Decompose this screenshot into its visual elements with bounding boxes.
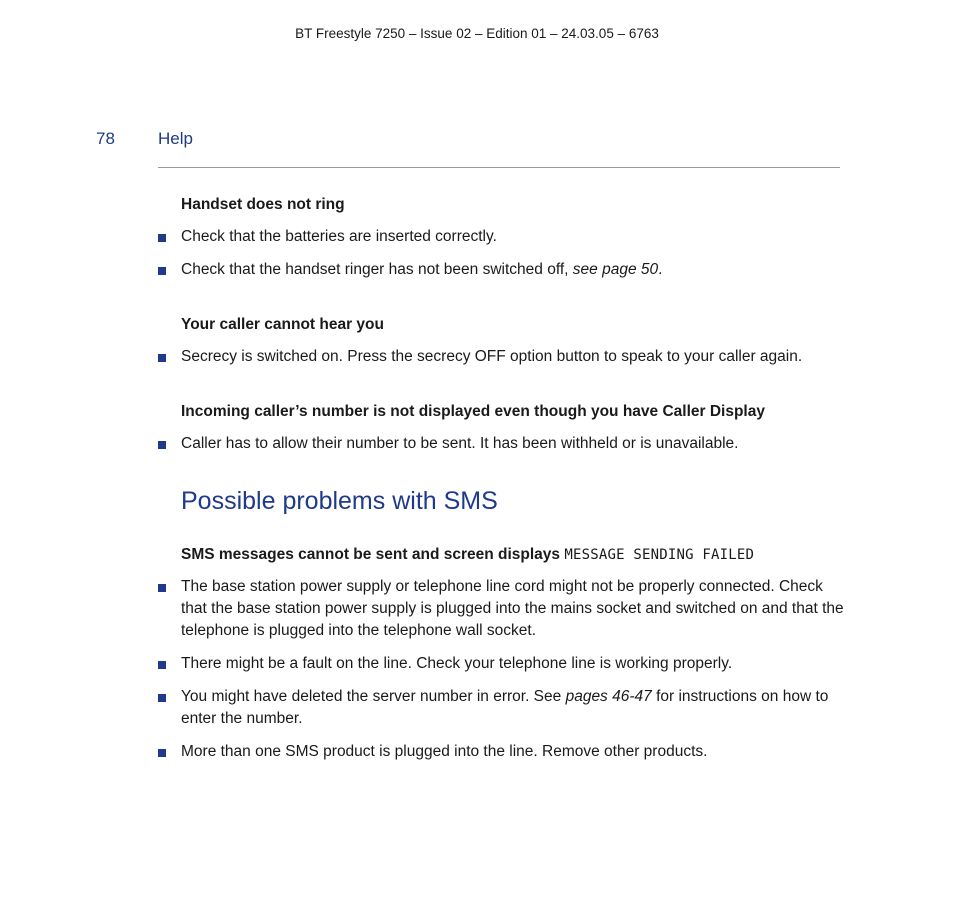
subheading: Handset does not ring <box>181 196 345 213</box>
subheading: Incoming caller’s number is not displayed even though you have Caller Display <box>181 403 765 420</box>
subheading <box>181 544 848 566</box>
list-item-text: You might have deleted the server number in error. See <box>181 688 566 705</box>
bullet-list <box>158 433 848 455</box>
list-item-text: There might be a fault on the line. Check your telephone line is working properly. <box>181 655 733 672</box>
square-bullet-icon <box>158 267 166 275</box>
troubleshoot-group-caller-hear <box>158 314 848 368</box>
list-item-text: The base station power supply or telephone line cord might not be properly connected. Check that the base station power supply is plugged into the mains socket and switched on and that the telephone is plugged into the telephone wall socket. <box>181 578 844 639</box>
page-reference: see page 50 <box>572 261 659 278</box>
list-item <box>158 686 848 730</box>
square-bullet-icon <box>158 661 166 669</box>
list-item-text: Caller has to allow their number to be sent. It has been withheld or is unavailable. <box>181 435 739 452</box>
list-item <box>158 653 848 675</box>
troubleshoot-group-caller-display <box>158 401 848 455</box>
page-number: 78 <box>96 129 115 148</box>
subheading-text: SMS messages cannot be sent and screen displays <box>181 546 565 563</box>
list-item <box>158 576 848 642</box>
list-item-text: More than one SMS product is plugged into the line. Remove other products. <box>181 743 708 760</box>
list-item-text: for instructions on how to enter the number. <box>181 688 829 727</box>
square-bullet-icon <box>158 584 166 592</box>
bullet-list <box>158 226 848 281</box>
list-item-text: Secrecy is switched on. Press the secrecy OFF option button to speak to your caller again. <box>181 348 803 365</box>
page-content <box>158 194 848 796</box>
running-header: BT Freestyle 7250 – Issue 02 – Edition 01 – 24.03.05 – 6763 <box>295 26 659 41</box>
list-item-text: . <box>658 261 663 278</box>
list-item <box>158 346 848 368</box>
bullet-list <box>158 346 848 368</box>
header-rule <box>158 167 840 168</box>
list-item <box>158 433 848 455</box>
troubleshoot-group-handset-ring <box>158 194 848 281</box>
square-bullet-icon <box>158 234 166 242</box>
square-bullet-icon <box>158 441 166 449</box>
square-bullet-icon <box>158 694 166 702</box>
page-reference: pages 46-47 <box>565 688 652 705</box>
list-item-text: Check that the handset ringer has not been switched off, <box>181 261 573 278</box>
section-label: Help <box>158 129 193 148</box>
list-item-text: Check that the batteries are inserted correctly. <box>181 228 497 245</box>
list-item <box>158 226 848 248</box>
subheading: Your caller cannot hear you <box>181 316 384 333</box>
section-title: Possible problems with SMS <box>181 487 498 515</box>
list-item <box>158 741 848 763</box>
display-message: MESSAGE SENDING FAILED <box>564 547 755 563</box>
square-bullet-icon <box>158 354 166 362</box>
troubleshoot-group-sms <box>158 544 848 763</box>
square-bullet-icon <box>158 749 166 757</box>
bullet-list <box>158 576 848 763</box>
list-item <box>158 259 848 281</box>
